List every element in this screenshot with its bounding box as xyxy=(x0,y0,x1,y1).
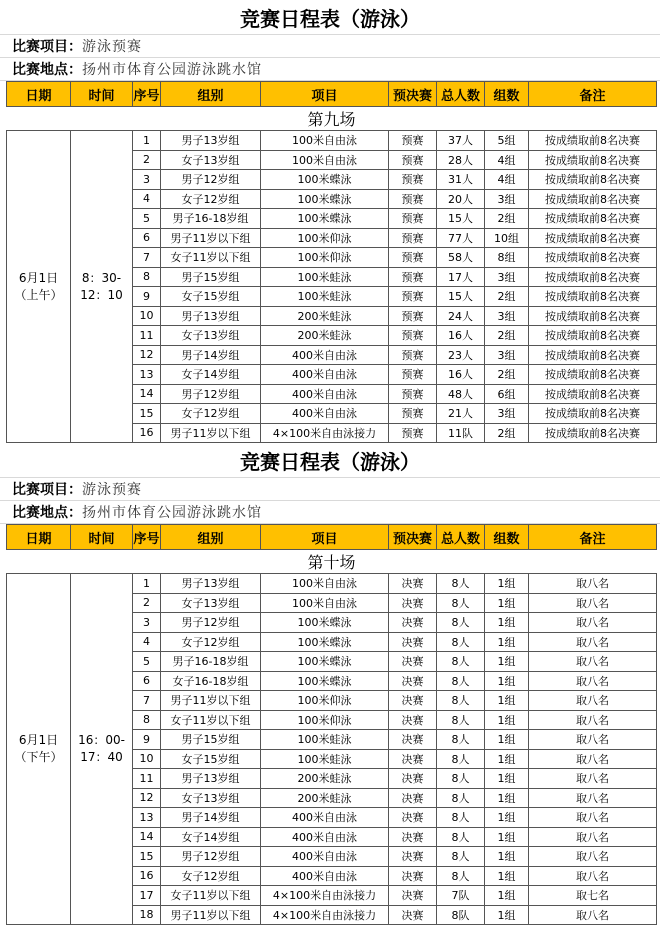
remark-cell: 取八名 xyxy=(529,827,657,847)
venue-value: 扬州市体育公园游泳跳水馆 xyxy=(82,62,262,78)
round-cell: 决赛 xyxy=(389,905,437,925)
event-cell: 200米蛙泳 xyxy=(261,788,389,808)
heats-cell: 1组 xyxy=(485,788,529,808)
round-cell: 决赛 xyxy=(389,691,437,711)
heats-cell: 6组 xyxy=(485,384,529,404)
remark-cell: 按成绩取前8名决赛 xyxy=(529,228,657,248)
seq-cell: 5 xyxy=(133,209,161,229)
table-row xyxy=(7,131,657,151)
total-cell: 8人 xyxy=(437,847,485,867)
total-cell: 37人 xyxy=(437,131,485,151)
group-cell: 男子16-18岁组 xyxy=(161,652,261,672)
remark-cell: 取八名 xyxy=(529,730,657,750)
seq-cell: 15 xyxy=(133,847,161,867)
event-cell: 100米蝶泳 xyxy=(261,209,389,229)
column-header: 时间 xyxy=(71,525,133,550)
event-cell: 400米自由泳 xyxy=(261,404,389,424)
heats-cell: 2组 xyxy=(485,423,529,443)
group-cell: 男子12岁组 xyxy=(161,847,261,867)
table-header-row xyxy=(7,525,657,550)
column-header: 组数 xyxy=(485,82,529,107)
remark-cell: 按成绩取前8名决赛 xyxy=(529,365,657,385)
group-cell: 男子11岁以下组 xyxy=(161,905,261,925)
total-cell: 77人 xyxy=(437,228,485,248)
seq-cell: 2 xyxy=(133,593,161,613)
total-cell: 8人 xyxy=(437,632,485,652)
round-cell: 决赛 xyxy=(389,671,437,691)
event-cell: 100米蝶泳 xyxy=(261,632,389,652)
table-header-row xyxy=(7,82,657,107)
remark-cell: 取八名 xyxy=(529,691,657,711)
group-cell: 男子15岁组 xyxy=(161,730,261,750)
round-cell: 决赛 xyxy=(389,847,437,867)
date-cell: 6月1日（上午） xyxy=(7,131,71,443)
seq-cell: 2 xyxy=(133,150,161,170)
remark-cell: 按成绩取前8名决赛 xyxy=(529,384,657,404)
round-cell: 决赛 xyxy=(389,749,437,769)
heats-cell: 1组 xyxy=(485,827,529,847)
round-cell: 决赛 xyxy=(389,632,437,652)
seq-cell: 5 xyxy=(133,652,161,672)
event-cell: 100米蛙泳 xyxy=(261,287,389,307)
remark-cell: 按成绩取前8名决赛 xyxy=(529,248,657,268)
event-cell: 100米自由泳 xyxy=(261,574,389,594)
event-cell: 100米仰泳 xyxy=(261,228,389,248)
group-cell: 女子14岁组 xyxy=(161,827,261,847)
remark-cell: 取八名 xyxy=(529,632,657,652)
seq-cell: 18 xyxy=(133,905,161,925)
seq-cell: 8 xyxy=(133,710,161,730)
total-cell: 8人 xyxy=(437,808,485,828)
seq-cell: 7 xyxy=(133,691,161,711)
remark-cell: 取八名 xyxy=(529,613,657,633)
event-cell: 100米仰泳 xyxy=(261,710,389,730)
time-cell: 8：30-12：10 xyxy=(71,131,133,443)
event-cell: 100米蝶泳 xyxy=(261,170,389,190)
project-label: 比赛项目： xyxy=(12,39,82,55)
heats-cell: 2组 xyxy=(485,209,529,229)
seq-cell: 4 xyxy=(133,632,161,652)
column-header: 组别 xyxy=(161,525,261,550)
total-cell: 16人 xyxy=(437,326,485,346)
heats-cell: 1组 xyxy=(485,886,529,906)
round-cell: 预赛 xyxy=(389,170,437,190)
event-cell: 100米仰泳 xyxy=(261,691,389,711)
seq-cell: 9 xyxy=(133,287,161,307)
group-cell: 女子14岁组 xyxy=(161,365,261,385)
seq-cell: 9 xyxy=(133,730,161,750)
column-header: 总人数 xyxy=(437,82,485,107)
remark-cell: 按成绩取前8名决赛 xyxy=(529,345,657,365)
schedule-section xyxy=(0,0,660,443)
group-cell: 女子13岁组 xyxy=(161,150,261,170)
venue-value: 扬州市体育公园游泳跳水馆 xyxy=(82,505,262,521)
group-cell: 男子13岁组 xyxy=(161,306,261,326)
remark-cell: 取八名 xyxy=(529,847,657,867)
seq-cell: 17 xyxy=(133,886,161,906)
total-cell: 11队 xyxy=(437,423,485,443)
total-cell: 8队 xyxy=(437,905,485,925)
heats-cell: 1组 xyxy=(485,652,529,672)
total-cell: 15人 xyxy=(437,209,485,229)
heats-cell: 1组 xyxy=(485,905,529,925)
event-cell: 400米自由泳 xyxy=(261,345,389,365)
total-cell: 21人 xyxy=(437,404,485,424)
schedule-table xyxy=(6,81,657,443)
project-info-row xyxy=(0,35,660,58)
remark-cell: 取八名 xyxy=(529,905,657,925)
group-cell: 女子15岁组 xyxy=(161,287,261,307)
heats-cell: 5组 xyxy=(485,131,529,151)
total-cell: 48人 xyxy=(437,384,485,404)
remark-cell: 按成绩取前8名决赛 xyxy=(529,306,657,326)
round-cell: 决赛 xyxy=(389,769,437,789)
heats-cell: 3组 xyxy=(485,267,529,287)
heats-cell: 1组 xyxy=(485,593,529,613)
total-cell: 8人 xyxy=(437,593,485,613)
total-cell: 20人 xyxy=(437,189,485,209)
total-cell: 8人 xyxy=(437,671,485,691)
group-cell: 男子12岁组 xyxy=(161,613,261,633)
event-cell: 100米自由泳 xyxy=(261,593,389,613)
round-cell: 预赛 xyxy=(389,423,437,443)
heats-cell: 10组 xyxy=(485,228,529,248)
event-cell: 400米自由泳 xyxy=(261,827,389,847)
event-cell: 400米自由泳 xyxy=(261,866,389,886)
total-cell: 31人 xyxy=(437,170,485,190)
heats-cell: 2组 xyxy=(485,365,529,385)
event-cell: 400米自由泳 xyxy=(261,847,389,867)
column-header: 日期 xyxy=(7,525,71,550)
project-value: 游泳预赛 xyxy=(82,39,142,55)
event-cell: 100米蝶泳 xyxy=(261,671,389,691)
round-cell: 决赛 xyxy=(389,652,437,672)
column-header: 预决赛 xyxy=(389,525,437,550)
seq-cell: 6 xyxy=(133,671,161,691)
seq-cell: 11 xyxy=(133,769,161,789)
column-header: 预决赛 xyxy=(389,82,437,107)
remark-cell: 按成绩取前8名决赛 xyxy=(529,267,657,287)
total-cell: 8人 xyxy=(437,574,485,594)
remark-cell: 取八名 xyxy=(529,866,657,886)
remark-cell: 取八名 xyxy=(529,769,657,789)
round-cell: 预赛 xyxy=(389,345,437,365)
total-cell: 8人 xyxy=(437,827,485,847)
round-cell: 预赛 xyxy=(389,384,437,404)
column-header: 项目 xyxy=(261,525,389,550)
group-cell: 女子11岁以下组 xyxy=(161,248,261,268)
event-cell: 200米蛙泳 xyxy=(261,306,389,326)
seq-cell: 10 xyxy=(133,749,161,769)
column-header: 总人数 xyxy=(437,525,485,550)
remark-cell: 取八名 xyxy=(529,593,657,613)
round-cell: 决赛 xyxy=(389,730,437,750)
event-cell: 100米蝶泳 xyxy=(261,189,389,209)
group-cell: 男子11岁以下组 xyxy=(161,228,261,248)
heats-cell: 3组 xyxy=(485,306,529,326)
total-cell: 8人 xyxy=(437,769,485,789)
project-value: 游泳预赛 xyxy=(82,482,142,498)
remark-cell: 取八名 xyxy=(529,671,657,691)
event-cell: 100米蝶泳 xyxy=(261,613,389,633)
column-header: 序号 xyxy=(133,525,161,550)
remark-cell: 取八名 xyxy=(529,788,657,808)
total-cell: 23人 xyxy=(437,345,485,365)
heats-cell: 1组 xyxy=(485,730,529,750)
group-cell: 男子12岁组 xyxy=(161,170,261,190)
event-cell: 4×100米自由泳接力 xyxy=(261,905,389,925)
heats-cell: 1组 xyxy=(485,769,529,789)
round-cell: 决赛 xyxy=(389,710,437,730)
heats-cell: 1组 xyxy=(485,808,529,828)
heats-cell: 1组 xyxy=(485,574,529,594)
column-header: 序号 xyxy=(133,82,161,107)
group-cell: 女子12岁组 xyxy=(161,632,261,652)
schedule-title: 竞赛日程表（游泳） xyxy=(0,0,660,35)
total-cell: 7队 xyxy=(437,886,485,906)
round-cell: 决赛 xyxy=(389,808,437,828)
column-header: 日期 xyxy=(7,82,71,107)
heats-cell: 1组 xyxy=(485,749,529,769)
heats-cell: 1组 xyxy=(485,671,529,691)
round-cell: 决赛 xyxy=(389,788,437,808)
group-cell: 男子12岁组 xyxy=(161,384,261,404)
seq-cell: 16 xyxy=(133,423,161,443)
event-cell: 100米蝶泳 xyxy=(261,652,389,672)
group-cell: 男子13岁组 xyxy=(161,131,261,151)
total-cell: 8人 xyxy=(437,652,485,672)
seq-cell: 1 xyxy=(133,574,161,594)
group-cell: 女子16-18岁组 xyxy=(161,671,261,691)
seq-cell: 1 xyxy=(133,131,161,151)
project-info-row xyxy=(0,478,660,501)
group-cell: 女子11岁以下组 xyxy=(161,886,261,906)
table-row xyxy=(7,574,657,594)
round-cell: 预赛 xyxy=(389,228,437,248)
heats-cell: 4组 xyxy=(485,150,529,170)
total-cell: 8人 xyxy=(437,710,485,730)
group-cell: 男子11岁以下组 xyxy=(161,691,261,711)
total-cell: 8人 xyxy=(437,788,485,808)
round-cell: 预赛 xyxy=(389,150,437,170)
seq-cell: 14 xyxy=(133,827,161,847)
remark-cell: 按成绩取前8名决赛 xyxy=(529,287,657,307)
heats-cell: 1组 xyxy=(485,691,529,711)
heats-cell: 2组 xyxy=(485,287,529,307)
event-cell: 200米蛙泳 xyxy=(261,769,389,789)
group-cell: 女子13岁组 xyxy=(161,788,261,808)
round-cell: 预赛 xyxy=(389,248,437,268)
column-header: 组别 xyxy=(161,82,261,107)
seq-cell: 4 xyxy=(133,189,161,209)
round-cell: 预赛 xyxy=(389,287,437,307)
heats-cell: 1组 xyxy=(485,632,529,652)
column-header: 备注 xyxy=(529,525,657,550)
seq-cell: 6 xyxy=(133,228,161,248)
total-cell: 8人 xyxy=(437,749,485,769)
round-cell: 决赛 xyxy=(389,613,437,633)
remark-cell: 按成绩取前8名决赛 xyxy=(529,326,657,346)
round-cell: 预赛 xyxy=(389,306,437,326)
column-header: 备注 xyxy=(529,82,657,107)
event-cell: 100米自由泳 xyxy=(261,131,389,151)
event-cell: 4×100米自由泳接力 xyxy=(261,886,389,906)
round-cell: 预赛 xyxy=(389,209,437,229)
total-cell: 16人 xyxy=(437,365,485,385)
remark-cell: 按成绩取前8名决赛 xyxy=(529,170,657,190)
round-cell: 决赛 xyxy=(389,574,437,594)
event-cell: 100米蛙泳 xyxy=(261,749,389,769)
round-cell: 决赛 xyxy=(389,827,437,847)
heats-cell: 8组 xyxy=(485,248,529,268)
total-cell: 24人 xyxy=(437,306,485,326)
heats-cell: 1组 xyxy=(485,710,529,730)
schedule-table xyxy=(6,524,657,925)
round-cell: 预赛 xyxy=(389,326,437,346)
total-cell: 58人 xyxy=(437,248,485,268)
seq-cell: 12 xyxy=(133,788,161,808)
group-cell: 女子13岁组 xyxy=(161,593,261,613)
round-cell: 预赛 xyxy=(389,267,437,287)
group-cell: 男子15岁组 xyxy=(161,267,261,287)
seq-cell: 13 xyxy=(133,808,161,828)
group-cell: 男子13岁组 xyxy=(161,769,261,789)
column-header: 时间 xyxy=(71,82,133,107)
seq-cell: 14 xyxy=(133,384,161,404)
remark-cell: 取八名 xyxy=(529,574,657,594)
group-cell: 男子16-18岁组 xyxy=(161,209,261,229)
group-cell: 男子13岁组 xyxy=(161,574,261,594)
schedule-section xyxy=(0,443,660,925)
round-cell: 决赛 xyxy=(389,593,437,613)
seq-cell: 16 xyxy=(133,866,161,886)
heats-cell: 4组 xyxy=(485,170,529,190)
heats-cell: 3组 xyxy=(485,345,529,365)
total-cell: 15人 xyxy=(437,287,485,307)
event-cell: 100米自由泳 xyxy=(261,150,389,170)
venue-label: 比赛地点： xyxy=(12,505,82,521)
event-cell: 200米蛙泳 xyxy=(261,326,389,346)
group-cell: 男子11岁以下组 xyxy=(161,423,261,443)
column-header: 项目 xyxy=(261,82,389,107)
seq-cell: 15 xyxy=(133,404,161,424)
group-cell: 女子15岁组 xyxy=(161,749,261,769)
remark-cell: 取八名 xyxy=(529,749,657,769)
column-header: 组数 xyxy=(485,525,529,550)
round-cell: 决赛 xyxy=(389,866,437,886)
heats-cell: 2组 xyxy=(485,326,529,346)
total-cell: 8人 xyxy=(437,613,485,633)
total-cell: 17人 xyxy=(437,267,485,287)
remark-cell: 按成绩取前8名决赛 xyxy=(529,189,657,209)
seq-cell: 3 xyxy=(133,613,161,633)
remark-cell: 取七名 xyxy=(529,886,657,906)
seq-cell: 11 xyxy=(133,326,161,346)
heats-cell: 3组 xyxy=(485,189,529,209)
event-cell: 100米蛙泳 xyxy=(261,267,389,287)
venue-info-row xyxy=(0,58,660,81)
remark-cell: 按成绩取前8名决赛 xyxy=(529,404,657,424)
group-cell: 女子12岁组 xyxy=(161,404,261,424)
venue-info-row xyxy=(0,501,660,524)
total-cell: 8人 xyxy=(437,730,485,750)
group-cell: 女子12岁组 xyxy=(161,866,261,886)
remark-cell: 取八名 xyxy=(529,652,657,672)
heats-cell: 1组 xyxy=(485,866,529,886)
seq-cell: 8 xyxy=(133,267,161,287)
total-cell: 8人 xyxy=(437,866,485,886)
heats-cell: 3组 xyxy=(485,404,529,424)
remark-cell: 取八名 xyxy=(529,710,657,730)
remark-cell: 按成绩取前8名决赛 xyxy=(529,209,657,229)
seq-cell: 13 xyxy=(133,365,161,385)
heats-cell: 1组 xyxy=(485,847,529,867)
total-cell: 8人 xyxy=(437,691,485,711)
event-cell: 4×100米自由泳接力 xyxy=(261,423,389,443)
seq-cell: 3 xyxy=(133,170,161,190)
date-cell: 6月1日（下午） xyxy=(7,574,71,925)
heats-cell: 1组 xyxy=(485,613,529,633)
event-cell: 400米自由泳 xyxy=(261,384,389,404)
event-cell: 400米自由泳 xyxy=(261,365,389,385)
session-label: 第九场 xyxy=(7,107,657,131)
venue-label: 比赛地点： xyxy=(12,62,82,78)
remark-cell: 按成绩取前8名决赛 xyxy=(529,150,657,170)
remark-cell: 按成绩取前8名决赛 xyxy=(529,423,657,443)
seq-cell: 12 xyxy=(133,345,161,365)
schedule-title: 竞赛日程表（游泳） xyxy=(0,443,660,478)
group-cell: 男子14岁组 xyxy=(161,345,261,365)
round-cell: 预赛 xyxy=(389,189,437,209)
round-cell: 预赛 xyxy=(389,131,437,151)
group-cell: 女子12岁组 xyxy=(161,189,261,209)
group-cell: 女子13岁组 xyxy=(161,326,261,346)
total-cell: 28人 xyxy=(437,150,485,170)
event-cell: 100米仰泳 xyxy=(261,248,389,268)
seq-cell: 7 xyxy=(133,248,161,268)
event-cell: 400米自由泳 xyxy=(261,808,389,828)
remark-cell: 取八名 xyxy=(529,808,657,828)
event-cell: 100米蛙泳 xyxy=(261,730,389,750)
time-cell: 16：00-17：40 xyxy=(71,574,133,925)
session-label: 第十场 xyxy=(7,550,657,574)
group-cell: 男子14岁组 xyxy=(161,808,261,828)
seq-cell: 10 xyxy=(133,306,161,326)
round-cell: 决赛 xyxy=(389,886,437,906)
group-cell: 女子11岁以下组 xyxy=(161,710,261,730)
project-label: 比赛项目： xyxy=(12,482,82,498)
round-cell: 预赛 xyxy=(389,365,437,385)
round-cell: 预赛 xyxy=(389,404,437,424)
remark-cell: 按成绩取前8名决赛 xyxy=(529,131,657,151)
